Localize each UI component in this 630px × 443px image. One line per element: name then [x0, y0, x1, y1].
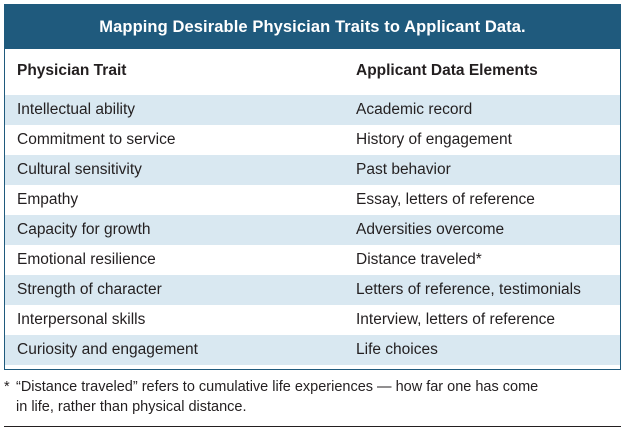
trait-cell: Emotional resilience [17, 251, 156, 268]
table-row [5, 335, 620, 365]
trait-cell: Strength of character [17, 281, 162, 298]
table-row [5, 155, 620, 185]
data-element-cell: Essay, letters of reference [356, 191, 535, 208]
table-row [5, 215, 620, 245]
column-header-physician-trait: Physician Trait [17, 62, 127, 79]
table-row [5, 185, 620, 215]
table-row [5, 125, 620, 155]
table-title: Mapping Desirable Physician Traits to Applicant Data. [5, 5, 620, 49]
data-element-cell: Adversities overcome [356, 221, 505, 238]
data-element-cell: History of engagement [356, 131, 512, 148]
table-row [5, 305, 620, 335]
trait-cell: Cultural sensitivity [17, 161, 142, 178]
column-header-applicant-data: Applicant Data Elements [356, 62, 538, 79]
trait-cell: Commitment to service [17, 131, 176, 148]
table-row [5, 275, 620, 305]
table-body [5, 95, 620, 365]
table-row [5, 95, 620, 125]
footnote [4, 377, 614, 417]
trait-cell: Curiosity and engagement [17, 341, 198, 358]
footnote-line-1: “Distance traveled” refers to cumulative life experiences — how far one has come [16, 379, 539, 395]
data-element-cell: Interview, letters of reference [356, 311, 556, 328]
data-element-cell: Life choices [356, 341, 438, 358]
footnote-line-2: in life, rather than physical distance. [16, 399, 247, 415]
data-element-cell: Distance traveled* [356, 251, 482, 268]
trait-cell: Interpersonal skills [17, 311, 146, 328]
data-element-cell: Past behavior [356, 161, 451, 178]
data-element-cell: Academic record [356, 101, 473, 118]
table-frame [4, 4, 621, 370]
bottom-rule [4, 426, 621, 427]
trait-cell: Empathy [17, 191, 79, 208]
column-header-row [5, 49, 620, 93]
data-element-cell: Letters of reference, testimonials [356, 281, 581, 298]
table-row [5, 245, 620, 275]
trait-cell: Capacity for growth [17, 221, 151, 238]
trait-cell: Intellectual ability [17, 101, 136, 118]
footnote-marker: * [4, 379, 10, 395]
